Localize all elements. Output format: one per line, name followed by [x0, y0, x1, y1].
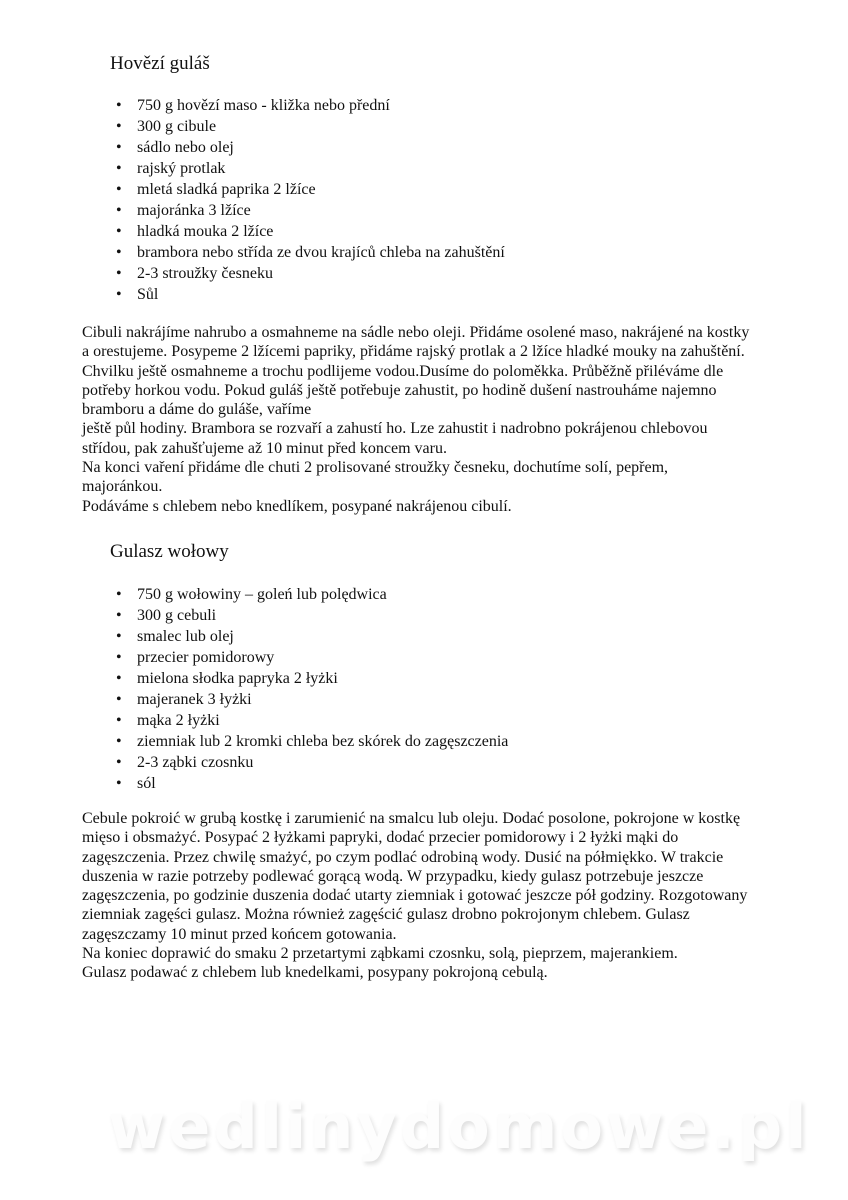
bullet-icon: •: [116, 649, 122, 666]
method-line: Podáváme s chlebem nebo knedlíkem, posypané nakrájenou cibulí.: [82, 497, 512, 515]
bullet-icon: •: [116, 670, 122, 687]
ingredient-item: [0, 95, 505, 116]
ingredient-text: ziemniak lub 2 kromki chleba bez skórek do zagęszczenia: [137, 733, 509, 750]
ingredient-item: [0, 179, 505, 200]
bullet-icon: •: [116, 754, 122, 771]
ingredient-item: [0, 668, 508, 689]
ingredient-text: rajský protlak: [137, 160, 226, 177]
ingredient-item: [0, 284, 505, 305]
method-line: majoránkou.: [82, 478, 163, 496]
method-line: zagęszczenia. Przez chwilę smażyć, po czym podlać odrobiną wody. Dusić na półmiękko. W trakcie: [82, 848, 724, 866]
watermark-logo: wedlinydomowe.pl: [108, 1090, 810, 1163]
method-line: ještě půl hodiny. Brambora se rozvaří a zahustí ho. Lze zahustit i nadrobno pokrájenou chlebovou: [82, 420, 708, 438]
ingredient-text: 2-3 ząbki czosnku: [137, 754, 254, 771]
ingredient-text: 300 g cebuli: [137, 607, 217, 624]
ingredient-text: sádlo nebo olej: [137, 139, 234, 156]
bullet-icon: •: [116, 286, 122, 303]
method-line: Cibuli nakrájíme nahrubo a osmahneme na sádle nebo oleji. Přidáme osolené maso, nakrájené na kostky: [82, 324, 750, 341]
bullet-icon: •: [116, 691, 122, 708]
ingredient-text: sól: [137, 775, 156, 792]
bullet-icon: •: [116, 733, 122, 750]
bullet-icon: •: [116, 118, 122, 135]
ingredient-item: [0, 647, 508, 668]
ingredient-item: [0, 263, 505, 284]
ingredient-text: 300 g cibule: [137, 118, 217, 135]
bullet-icon: •: [116, 181, 122, 198]
method-line: duszenia w razie potrzeby podlewać gorącą wodą. W przypadku, kiedy gulasz potrzebuje jeszcze: [82, 867, 704, 885]
bullet-icon: •: [116, 586, 122, 603]
ingredient-item: [0, 158, 505, 179]
ingredient-text: przecier pomidorowy: [137, 649, 275, 666]
bullet-icon: •: [116, 202, 122, 219]
bullet-icon: •: [116, 712, 122, 729]
bullet-icon: •: [116, 160, 122, 177]
method-line: Cebule pokroić w grubą kostkę i zarumienić na smalcu lub oleju. Dodać posolone, pokrojone w kostkę: [82, 810, 741, 827]
ingredient-item: [0, 116, 505, 137]
method-line: Na koniec doprawić do smaku 2 przetartymi ząbkami czosnku, solą, pieprzem, majerankiem.: [82, 945, 678, 963]
ingredient-text: Sůl: [137, 286, 159, 303]
method-line: zagęszczenia, po godzinie duszenia dodać utarty ziemniak i gotować jeszcze pół godziny. Rozgotowany: [82, 887, 748, 905]
method-line: bramboru a dáme do guláše, vaříme: [82, 401, 312, 419]
method-text-czech: [82, 323, 749, 516]
bullet-icon: •: [116, 97, 122, 114]
ingredient-text: 750 g hovězí maso - kližka nebo přední: [137, 97, 390, 114]
method-line: Chvilku ještě osmahneme a trochu podlijeme vodou.Dusíme do poloměkka. Průběžně přiléváme dle: [82, 362, 724, 380]
ingredient-item: [0, 584, 508, 605]
ingredient-item: [0, 242, 505, 263]
bullet-icon: •: [116, 244, 122, 261]
bullet-icon: •: [116, 265, 122, 282]
ingredient-item: [0, 605, 508, 626]
ingredient-text: mletá sladká paprika 2 lžíce: [137, 181, 316, 198]
ingredient-item: [0, 689, 508, 710]
ingredient-text: 750 g wołowiny – goleń lub polędwica: [137, 586, 387, 603]
ingredient-item: [0, 731, 508, 752]
recipe-title-czech: Hovězí guláš: [110, 53, 210, 74]
ingredient-text: hladká mouka 2 lžíce: [137, 223, 274, 240]
ingredient-text: majeranek 3 łyżki: [137, 691, 252, 708]
method-line: ziemniak zagęści gulasz. Można również zagęścić gulasz drobno pokrojonym chlebem. Gulasz: [82, 906, 690, 924]
ingredient-list-polish: [0, 584, 508, 794]
ingredient-text: majoránka 3 lžíce: [137, 202, 251, 219]
bullet-icon: •: [116, 628, 122, 645]
bullet-icon: •: [116, 139, 122, 156]
bullet-icon: •: [116, 607, 122, 624]
ingredient-text: mąka 2 łyżki: [137, 712, 220, 729]
method-line: Gulasz podawać z chlebem lub knedelkami, posypany pokrojoną cebulą.: [82, 964, 548, 982]
ingredient-text: brambora nebo střída ze dvou krajíců chleba na zahuštění: [137, 244, 505, 261]
ingredient-text: mielona słodka papryka 2 łyżki: [137, 670, 338, 687]
ingredient-list-czech: [0, 95, 505, 305]
ingredient-item: [0, 221, 505, 242]
ingredient-item: [0, 626, 508, 647]
ingredient-item: [0, 137, 505, 158]
method-line: mięso i obsmażyć. Posypać 2 łyżkami papryki, dodać przecier pomidorowy i 2 łyżki mąki do: [82, 829, 679, 847]
method-line: střídou, pak zahušťujeme až 10 minut před koncem varu.: [82, 439, 447, 457]
method-line: potřeby horkou vodu. Pokud guláš ještě potřebuje zahustit, po hodině dušení nastrouháme najemno: [82, 381, 717, 399]
ingredient-text: smalec lub olej: [137, 628, 234, 645]
ingredient-item: [0, 710, 508, 731]
method-line: Na konci vaření přidáme dle chuti 2 prolisované stroužky česneku, dochutíme solí, pepřem,: [82, 459, 669, 477]
recipe-title-polish: Gulasz wołowy: [110, 541, 229, 562]
ingredient-item: [0, 752, 508, 773]
method-text-polish: [82, 809, 747, 983]
ingredient-item: [0, 200, 505, 221]
bullet-icon: •: [116, 775, 122, 792]
ingredient-item: [0, 773, 508, 794]
method-line: a orestujeme. Posypeme 2 lžícemi papriky, přidáme rajský protlak a 2 lžíce hladké mouky na zahuštění.: [82, 343, 745, 361]
method-line: zagęszczamy 10 minut przed końcem gotowania.: [82, 925, 397, 943]
ingredient-text: 2-3 stroužky česneku: [137, 265, 273, 282]
bullet-icon: •: [116, 223, 122, 240]
